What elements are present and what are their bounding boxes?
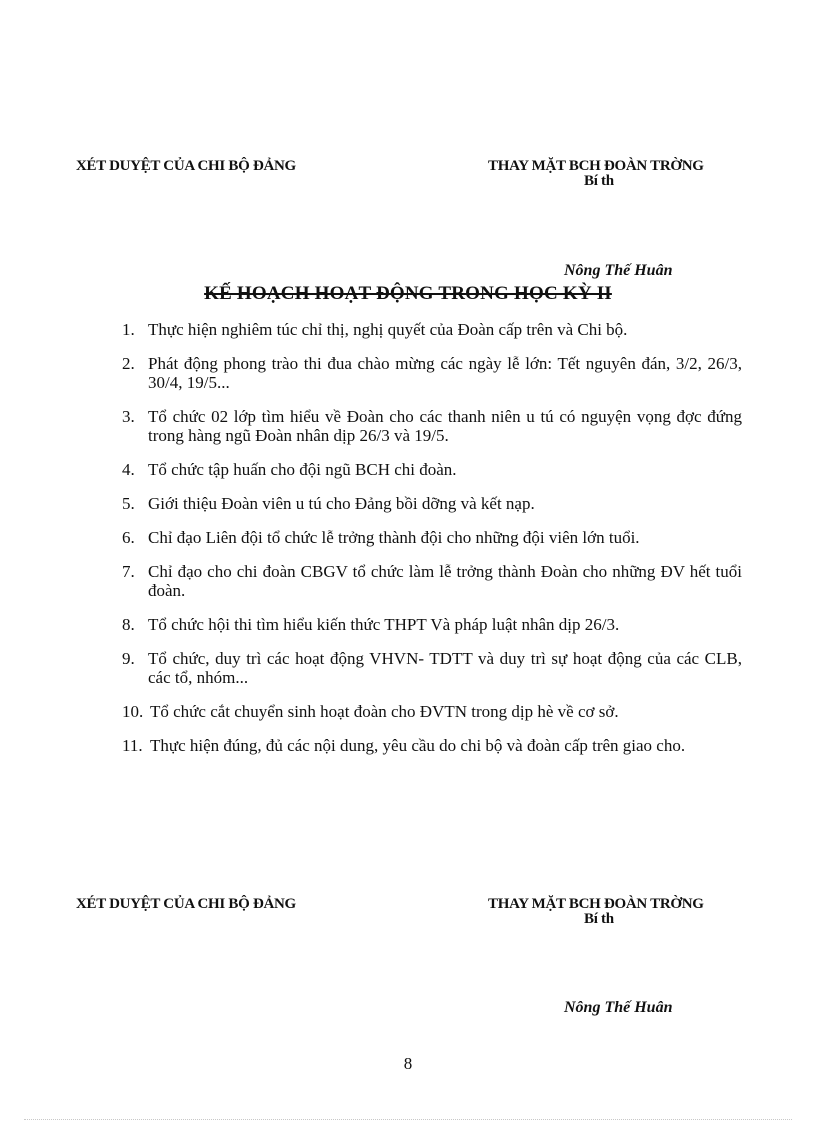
item-number: 1. bbox=[122, 320, 135, 339]
item-text: Chỉ đạo cho chi đoàn CBGV tổ chức làm lễ trởng thành Đoàn cho những ĐV hết tuổi đoàn. bbox=[148, 562, 742, 600]
plan-item bbox=[122, 528, 742, 547]
item-number: 6. bbox=[122, 528, 135, 547]
plan-item bbox=[122, 354, 742, 392]
item-number: 8. bbox=[122, 615, 135, 634]
plan-item bbox=[122, 736, 742, 755]
item-number: 9. bbox=[122, 649, 135, 668]
committee-header-bottom: THAY MẶT BCH ĐOÀN TRỜNG bbox=[488, 896, 704, 912]
item-number: 10. bbox=[122, 702, 144, 721]
secretary-role-top: Bí th bbox=[584, 173, 614, 189]
item-number: 2. bbox=[122, 354, 135, 373]
secretary-role-bottom: Bí th bbox=[584, 911, 614, 927]
item-text: Tổ chức hội thi tìm hiểu kiến thức THPT Và pháp luật nhân dịp 26/3. bbox=[148, 615, 620, 634]
item-text: Tổ chức tập huấn cho đội ngũ BCH chi đoàn. bbox=[148, 460, 457, 479]
item-number: 4. bbox=[122, 460, 135, 479]
plan-item bbox=[122, 494, 742, 513]
item-text: Tổ chức cắt chuyển sinh hoạt đoàn cho ĐVTN trong dịp hè về cơ sở. bbox=[150, 702, 619, 721]
item-text: Giới thiệu Đoàn viên u tú cho Đảng bồi dỡng và kết nạp. bbox=[148, 494, 535, 513]
plan-title: KẾ HOẠCH HOẠT ĐỘNG TRONG HỌC KỲ II bbox=[204, 283, 612, 304]
item-text: Thực hiện đúng, đủ các nội dung, yêu cầu do chi bộ và đoàn cấp trên giao cho. bbox=[150, 736, 686, 755]
signer-name-top: Nông Thế Huân bbox=[564, 262, 673, 279]
committee-header-top: THAY MẶT BCH ĐOÀN TRỜNG bbox=[488, 158, 704, 174]
item-text: Thực hiện nghiêm túc chỉ thị, nghị quyết của Đoàn cấp trên và Chi bộ. bbox=[148, 320, 628, 339]
plan-items-list bbox=[122, 320, 742, 770]
item-number: 11. bbox=[122, 736, 143, 755]
item-number: 3. bbox=[122, 407, 135, 426]
plan-item bbox=[122, 649, 742, 687]
item-text: Tổ chức 02 lớp tìm hiểu về Đoàn cho các thanh niên u tú có nguyện vọng đợc đứng trong hàng ngũ Đoàn nhân dịp 26/3 và 19/5. bbox=[148, 407, 742, 445]
plan-item bbox=[122, 407, 742, 445]
item-text: Phát động phong trào thi đua chào mừng các ngày lễ lớn: Tết nguyên đán, 3/2, 26/3, 30/4, 19/5... bbox=[148, 354, 742, 392]
plan-item bbox=[122, 562, 742, 600]
item-number: 7. bbox=[122, 562, 135, 581]
plan-item bbox=[122, 702, 742, 721]
plan-item bbox=[122, 615, 742, 634]
item-text: Chỉ đạo Liên đội tổ chức lễ trởng thành đội cho những đội viên lớn tuổi. bbox=[148, 528, 640, 547]
page-bottom-divider bbox=[24, 1119, 792, 1120]
plan-item bbox=[122, 460, 742, 479]
approval-header-top: XÉT DUYỆT CỦA CHI BỘ ĐẢNG bbox=[76, 158, 296, 174]
item-number: 5. bbox=[122, 494, 135, 513]
page-number: 8 bbox=[403, 1054, 413, 1073]
approval-header-bottom: XÉT DUYỆT CỦA CHI BỘ ĐẢNG bbox=[76, 896, 296, 912]
item-text: Tổ chức, duy trì các hoạt động VHVN- TDTT và duy trì sự hoạt động của các CLB, các tổ, nhóm... bbox=[148, 649, 742, 687]
plan-item bbox=[122, 320, 742, 339]
signer-name-bottom: Nông Thế Huân bbox=[564, 999, 673, 1016]
